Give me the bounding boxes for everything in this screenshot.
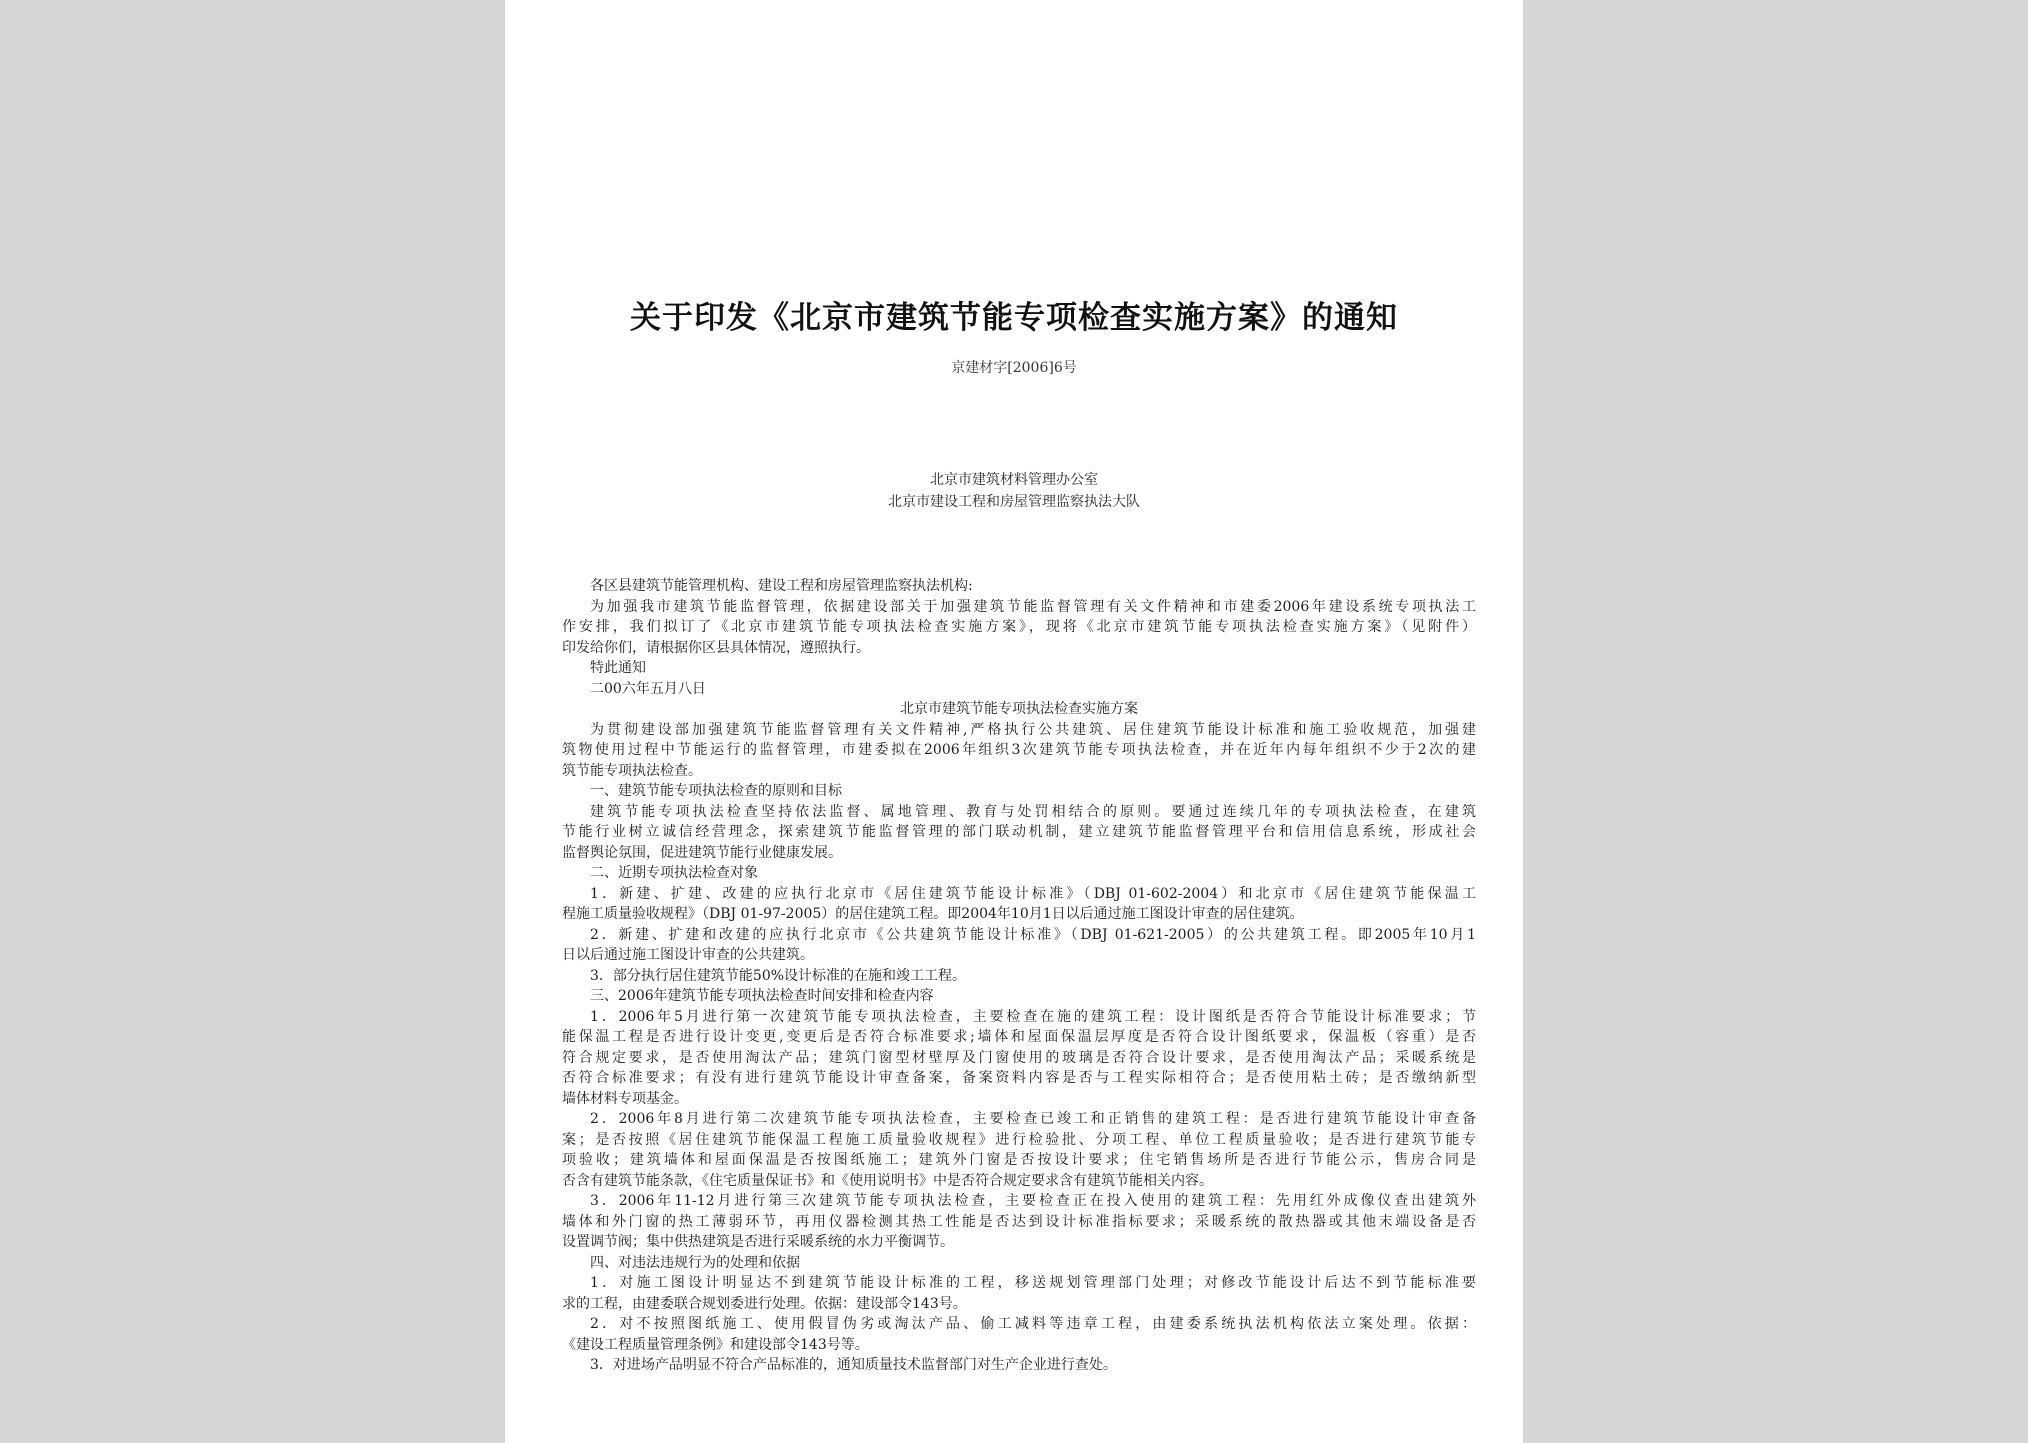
body-line: 日以后通过施工图设计审查的公共建筑。 [562, 947, 814, 963]
body-line: 项验收；建筑墙体和屋面保温是否按图纸施工；建筑外门窗是否按设计要求；住宅销售场所是否进行节能公示，售房合同是 [562, 1152, 1476, 1168]
body-line: 1．新建、扩建、改建的应执行北京市《居住建筑节能设计标准》（DBJ 01-602-2004）和北京市《居住建筑节能保温工 [590, 885, 1476, 902]
body-line: 为加强我市建筑节能监督管理，依据建设部关于加强建筑节能监督管理有关文件精神和市建委2006年建设系统专项执法工 [590, 598, 1476, 615]
body-line: 2．对不按照图纸施工、使用假冒伪劣或淘汰产品、偷工减料等违章工程，由建委系统执法机构依法立案处理。依据： [590, 1316, 1476, 1332]
body-line: 三、2006年建筑节能专项执法检查时间安排和检查内容 [590, 988, 934, 1004]
body-line: 1．2006年5月进行第一次建筑节能专项执法检查，主要检查在施的建筑工程：设计图纸是否符合节能设计标准要求；节 [590, 1008, 1476, 1025]
body-line: 二00六年五月八日 [590, 680, 706, 697]
body-line: 符合规定要求，是否使用淘汰产品；建筑门窗型材壁厚及门窗使用的玻璃是否符合设计要求，是否使用淘汰产品；采暖系统是 [562, 1049, 1476, 1066]
body-line: 印发给你们，请根据你区县具体情况，遵照执行。 [562, 639, 870, 656]
document-number: 京建材字[2006]6号 [951, 360, 1077, 376]
body-line: 特此通知 [590, 660, 646, 676]
body-line: 3．2006年11-12月进行第三次建筑节能专项执法检查，主要检查正在投入使用的建筑工程：先用红外成像仪查出建筑外 [590, 1193, 1476, 1209]
body-line: 程施工质量验收规程》（DBJ 01-97-2005）的居住建筑工程。即2004年10月1日以后通过施工图设计审查的居住建筑。 [562, 906, 1304, 922]
body-line: 作安排，我们拟订了《北京市建筑节能专项执法检查实施方案》，现将《北京市建筑节能专项执法检查实施方案》（见附件） [562, 619, 1476, 635]
body-line: 筑节能专项执法检查。 [562, 762, 702, 779]
document-page [505, 0, 1523, 1443]
body-line: 能保温工程是否进行设计变更,变更后是否符合标准要求;墙体和屋面保温层厚度是否符合设计图纸要求，保温板（容重）是否 [562, 1029, 1476, 1045]
body-line: 墙体和外门窗的热工薄弱环节，再用仪器检测其热工性能是否达到设计标准指标要求；采暖系统的散热器或其他末端设备是否 [562, 1213, 1476, 1230]
body-line: 监督舆论氛围，促进建筑节能行业健康发展。 [562, 844, 842, 861]
body-line: 否含有建筑节能条款，《住宅质量保证书》和《使用说明书》中是否符合规定要求含有建筑节能相关内容。 [562, 1172, 1213, 1189]
body-line: 各区县建筑节能管理机构、建设工程和房屋管理监察执法机构: [590, 578, 973, 594]
body-line: 筑物使用过程中节能运行的监督管理，市建委拟在2006年组织3次建筑节能专项执法检查，并在近年内每年组织不少于2次的建 [562, 742, 1476, 758]
body-line: 四、对违法违规行为的处理和依据 [590, 1254, 800, 1271]
body-line: 案；是否按照《居住建筑节能保温工程施工质量验收规程》进行检验批、分项工程、单位工程质量验收；是否进行建筑节能专 [562, 1131, 1476, 1148]
body-line: 2．2006年8月进行第二次建筑节能专项执法检查，主要检查已竣工和正销售的建筑工程：是否进行建筑节能设计审查备 [590, 1111, 1476, 1127]
issuer-1: 北京市建筑材料管理办公室 [930, 472, 1098, 488]
body-line: 北京市建筑节能专项执法检查实施方案 [900, 701, 1138, 717]
body-line: 1．对施工图设计明显达不到建筑节能设计标准的工程，移送规划管理部门处理；对修改节能设计后达不到节能标准要 [590, 1275, 1476, 1291]
issuer-2: 北京市建设工程和房屋管理监察执法大队 [888, 494, 1140, 510]
body-line: 二、近期专项执法检查对象 [590, 865, 758, 881]
body-line: 2．新建、扩建和改建的应执行北京市《公共建筑节能设计标准》（DBJ 01-621-2005）的公共建筑工程。即2005年10月1 [590, 926, 1476, 943]
body-line: 墙体材料专项基金。 [562, 1090, 688, 1107]
document-body [562, 576, 1476, 1376]
body-line: 建筑节能专项执法检查坚持依法监督、属地管理、教育与处罚相结合的原则。要通过连续几年的专项执法检查，在建筑 [590, 803, 1476, 820]
body-line: 节能行业树立诚信经营理念，探索建筑节能监督管理的部门联动机制，建立建筑节能监督管理平台和信用信息系统，形成社会 [562, 824, 1476, 840]
body-line: 求的工程，由建委联合规划委进行处理。依据：建设部令143号。 [562, 1295, 967, 1312]
body-line: 一、建筑节能专项执法检查的原则和目标 [590, 783, 842, 799]
body-line: 3．对进场产品明显不符合产品标准的，通知质量技术监督部门对生产企业进行查处。 [590, 1357, 1117, 1373]
body-line: 设置调节阀；集中供热建筑是否进行采暖系统的水力平衡调节。 [562, 1234, 954, 1250]
body-line: 3．部分执行居住建筑节能50%设计标准的在施和竣工工程。 [590, 967, 967, 984]
body-line: 否符合标准要求；有没有进行建筑节能设计审查备案，备案资料内容是否与工程实际相符合；是否使用粘土砖；是否缴纳新型 [562, 1070, 1476, 1086]
document-title: 关于印发《北京市建筑节能专项检查实施方案》的通知 [630, 300, 1398, 336]
body-line: 为贯彻建设部加强建筑节能监督管理有关文件精神,严格执行公共建筑、居住建筑节能设计标准和施工验收规范，加强建 [590, 721, 1476, 738]
body-line: 《建设工程质量管理条例》和建设部令143号等。 [562, 1336, 869, 1353]
